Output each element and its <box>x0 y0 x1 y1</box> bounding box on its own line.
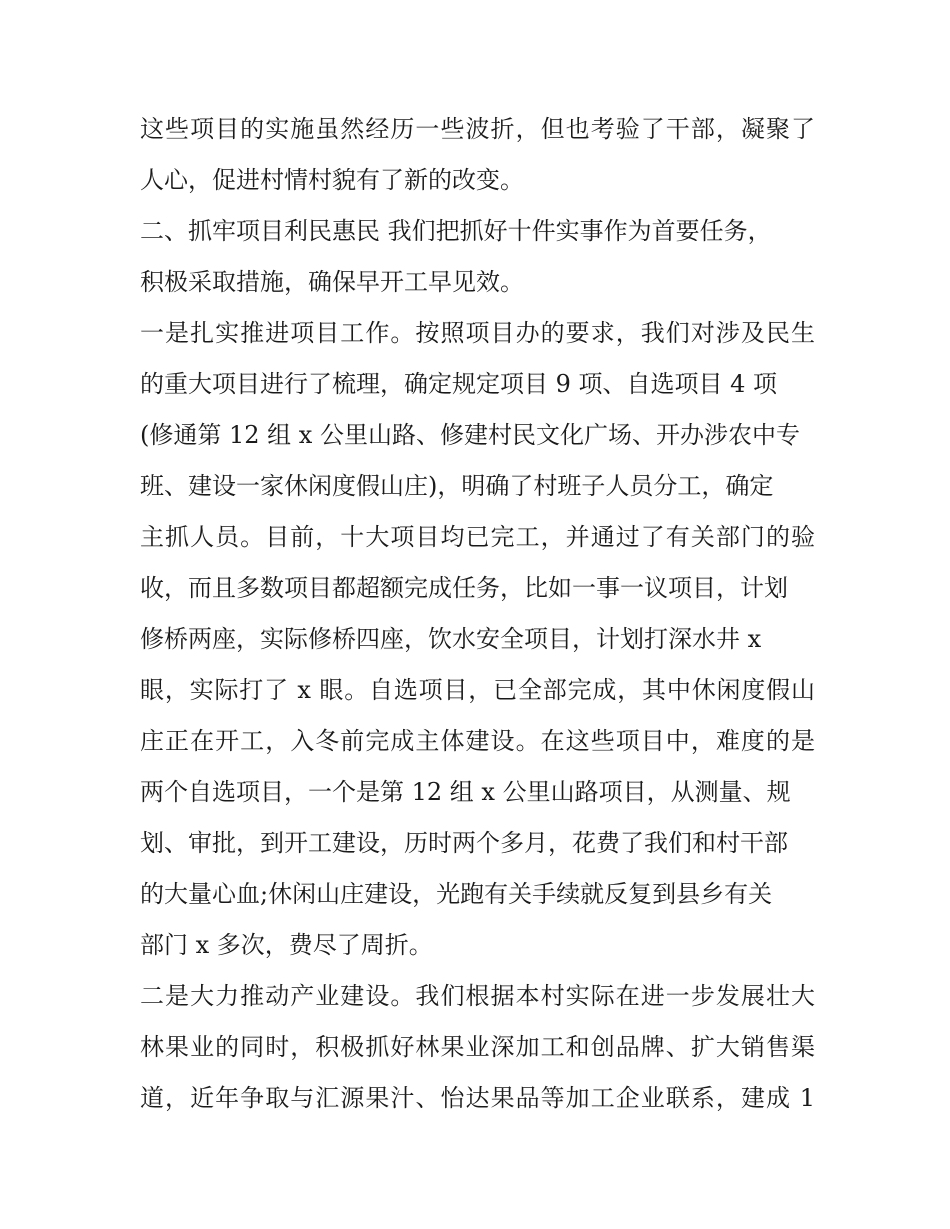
text-line-7: (修通第 12 组 x 公里山路、修建村民文化广场、开办涉农中专 <box>140 421 800 449</box>
text-line-9: 主抓人员。目前，十大项目均已完工，并通过了有关部门的验 <box>140 523 815 551</box>
text-line-20: 道，近年争取与汇源果汁、怡达果品等加工企业联系，建成 1 <box>140 1084 815 1112</box>
text-line-17: 部门 x 多次，费尽了周折。 <box>140 931 433 959</box>
text-line-4: 积极采取措施，确保早开工早见效。 <box>140 268 524 296</box>
text-line-5: 一是扎实推进项目工作。按照项目办的要求，我们对涉及民生 <box>140 319 815 347</box>
text-line-16: 的大量心血;休闲山庄建设，光跑有关手续就反复到县乡有关 <box>140 880 773 908</box>
text-line-12: 眼，实际打了 x 眼。自选项目，已全部完成，其中休闲度假山 <box>140 676 815 704</box>
text-line-8: 班、建设一家休闲度假山庄)，明确了村班子人员分工，确定 <box>140 472 774 500</box>
text-line-14: 两个自选项目，一个是第 12 组 x 公里山路项目，从测量、规 <box>140 778 791 806</box>
section-heading-line: 二、抓牢项目利民惠民 我们把抓好十件实事作为首要任务， <box>140 217 772 245</box>
text-line-11: 修桥两座，实际修桥四座，饮水安全项目，计划打深水井 x <box>140 625 762 653</box>
text-line-1: 这些项目的实施虽然经历一些波折，但也考验了干部，凝聚了 <box>140 115 815 143</box>
text-line-18: 二是大力推动产业建设。我们根据本村实际在进一步发展壮大 <box>140 982 815 1010</box>
text-line-19: 林果业的同时，积极抓好林果业深加工和创品牌、扩大销售渠 <box>140 1033 815 1061</box>
text-line-15: 划、审批，到开工建设，历时两个多月，花费了我们和村干部 <box>140 829 788 857</box>
text-line-2: 人心，促进村情村貌有了新的改变。 <box>140 166 524 194</box>
text-line-10: 收，而且多数项目都超额完成任务，比如一事一议项目，计划 <box>140 574 788 602</box>
body-text <box>140 104 815 1124</box>
text-line-13: 庄正在开工，入冬前完成主体建设。在这些项目中，难度的是 <box>140 727 815 755</box>
text-line-6: 的重大项目进行了梳理，确定规定项目 9 项、自选项目 4 项 <box>140 370 778 398</box>
